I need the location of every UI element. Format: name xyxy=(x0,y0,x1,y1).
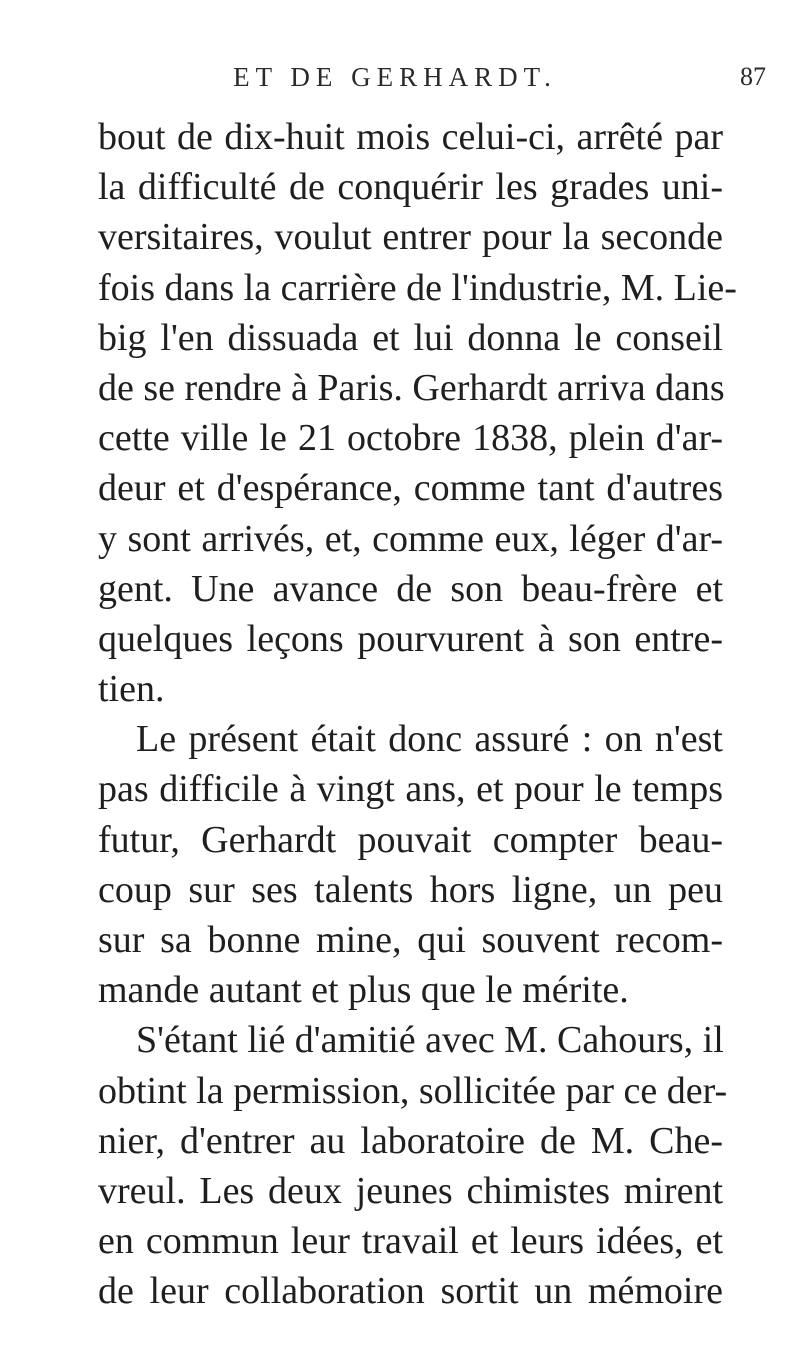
text-line: versitaires, voulut entrer pour la seconde xyxy=(98,216,723,259)
text-line-paragraph-start: S'étant lié d'amitié avec M. Cahours, il xyxy=(136,1019,724,1062)
text-line: bout de dix-huit mois celui-ci, arrêté par xyxy=(98,116,723,158)
text-line: obtint la permission, sollicitée par ce der- xyxy=(98,1069,728,1112)
text-line: en commun leur travail et leurs idées, et xyxy=(98,1220,723,1263)
text-line-paragraph-end: tien. xyxy=(98,668,165,711)
body-text xyxy=(98,112,737,1317)
text-line: de leur collaboration sortit un mémoire xyxy=(98,1270,723,1313)
text-line: y sont arrivés, et, comme eux, léger d'ar- xyxy=(98,517,723,560)
text-line: coup sur ses talents hors ligne, un peu xyxy=(98,868,723,911)
text-line: de se rendre à Paris. Gerhardt arriva dans xyxy=(98,366,725,409)
text-line: gent. Une avance de son beau-frère et xyxy=(98,567,723,610)
text-line: deur et d'espérance, comme tant d'autres xyxy=(98,467,723,510)
running-title: ET DE GERHARDT. xyxy=(233,62,557,92)
text-line: fois dans la carrière de l'industrie, M. Lie- xyxy=(98,266,737,309)
text-line: big l'en dissuada et lui donna le conseil xyxy=(98,316,723,359)
running-head xyxy=(0,62,800,102)
text-line: pas difficile à vingt ans, et pour le temps xyxy=(98,768,723,811)
text-line: sur sa bonne mine, qui souvent recom- xyxy=(98,919,723,961)
text-line: la difficulté de conquérir les grades uni- xyxy=(98,166,723,209)
text-line: nier, d'entrer au laboratoire de M. Che- xyxy=(98,1119,723,1162)
page-number: 87 xyxy=(740,62,766,91)
text-line: futur, Gerhardt pouvait compter beau- xyxy=(98,818,723,861)
text-line: cette ville le 21 octobre 1838, plein d'ar- xyxy=(98,417,723,460)
text-line: quelques leçons pourvurent à son entre- xyxy=(98,617,723,660)
text-line: vreul. Les deux jeunes chimistes mirent xyxy=(98,1169,723,1212)
text-line-paragraph-end: mande autant et plus que le mérite. xyxy=(98,969,629,1012)
text-line-paragraph-start: Le présent était donc assuré : on n'est xyxy=(136,718,723,761)
